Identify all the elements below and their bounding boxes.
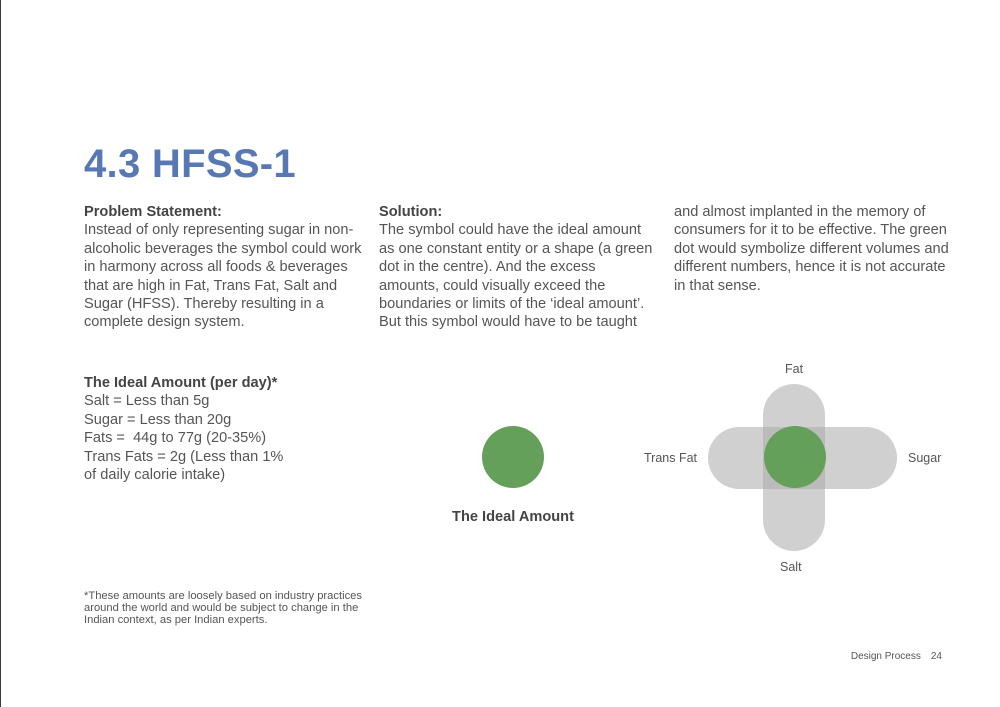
- ideal-sugar-line: Sugar = Less than 20g: [84, 411, 232, 428]
- footnote: *These amounts are loosely based on industry practices around the world and would be subject to change in the Indian context, as per Indian experts.: [84, 590, 362, 626]
- solution-column: [379, 203, 654, 332]
- solution-text: The symbol could have the ideal amount as one constant entity or a shape (a green dot in the centre). And the excess amounts, could visually exceed the boundaries or limits of the ‘ideal amount’. But this symbol would have to be taught: [379, 222, 653, 331]
- ideal-salt-line: Salt = Less than 5g: [84, 393, 210, 410]
- problem-statement-column: [84, 203, 364, 332]
- solution-continuation-text: and almost implanted in the memory of consumers for it to be effective. The green dot would symbolize different volumes and different numbers, hence it is not accurate in that sense.: [674, 204, 949, 294]
- page-title: 4.3 HFSS-1: [84, 142, 296, 186]
- solution-continuation-column: [674, 203, 949, 295]
- ideal-amount-block: [84, 374, 344, 484]
- page-left-border: [0, 0, 1, 707]
- ideal-fats-line: Fats = 44g to 77g (20-35%): [84, 430, 267, 447]
- center-ideal-dot: [764, 426, 826, 488]
- ideal-trans-fats-line: Trans Fats = 2g (Less than 1%: [84, 448, 284, 465]
- problem-statement-heading: Problem Statement:: [84, 204, 222, 220]
- label-salt: Salt: [780, 560, 802, 574]
- solution-heading: Solution:: [379, 204, 443, 220]
- ideal-trans-fats-line-cont: of daily calorie intake): [84, 467, 226, 484]
- page-footer: [851, 651, 942, 662]
- footer-section: Design Process: [850, 651, 921, 662]
- label-fat: Fat: [785, 362, 804, 376]
- ideal-amount-heading: The Ideal Amount (per day)*: [84, 375, 278, 391]
- problem-statement-text: Instead of only representing sugar in non-alcoholic beverages the symbol could work in harmony across all foods & beverages that are high in Fat, Trans Fat, Salt and Sugar (HFSS). Thereby resulting in a complete design system.: [84, 222, 362, 331]
- ideal-amount-dot: [482, 426, 544, 488]
- label-sugar: Sugar: [908, 451, 942, 465]
- ideal-amount-caption: The Ideal Amount: [452, 509, 574, 525]
- page-number: 24: [930, 651, 942, 662]
- label-trans-fat: Trans Fat: [644, 451, 698, 465]
